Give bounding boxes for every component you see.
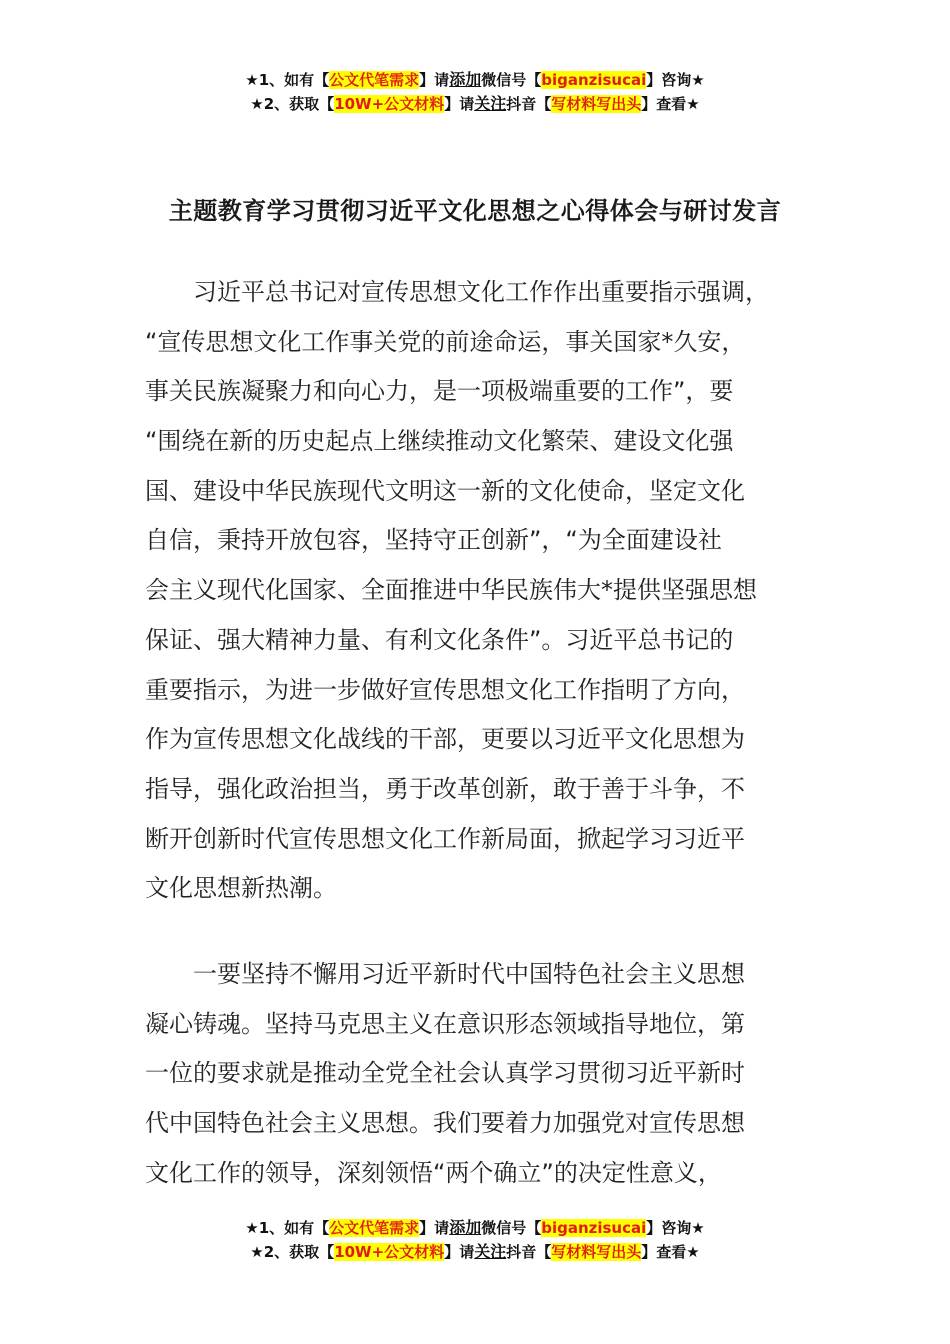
text-line: 凝心铸魂。坚持马克思主义在意识形态领域指导地位，第 xyxy=(145,1009,745,1038)
banner-text: 抖音【 xyxy=(506,95,552,113)
text-line: 国、建设中华民族现代文明这一新的文化使命，坚定文化 xyxy=(145,476,745,505)
banner-text: ★1、如有【 xyxy=(245,1219,330,1237)
paragraph-1 xyxy=(145,268,805,914)
banner-emphasis: 关注 xyxy=(474,94,507,113)
text-line: 重要指示，为进一步做好宣传思想文化工作指明了方向， xyxy=(145,675,745,704)
header-banner-line-1 xyxy=(0,68,950,92)
header-banner xyxy=(0,68,950,116)
banner-text: 】咨询★ xyxy=(646,1219,705,1237)
banner-text: ★2、获取【 xyxy=(250,1243,335,1261)
text-line: 自信，秉持开放包容，坚持守正创新”，“为全面建设社 xyxy=(145,526,722,555)
text-line: 一要坚持不懈用习近平新时代中国特色社会主义思想 xyxy=(145,960,745,988)
banner-text: 】请 xyxy=(419,71,450,89)
footer-banner-line-2 xyxy=(0,1240,950,1264)
footer-banner-line-1 xyxy=(0,1216,950,1240)
document-title: 主题教育学习贯彻习近平文化思想之心得体会与研讨发言 xyxy=(168,197,782,225)
banner-wechat-id: biganzisucai xyxy=(541,71,647,89)
banner-emphasis: 关注 xyxy=(474,1242,507,1261)
text-line: 代中国特色社会主义思想。我们要着力加强党对宣传思想 xyxy=(145,1109,745,1138)
banner-text: 】请 xyxy=(444,95,475,113)
banner-emphasis: 添加 xyxy=(449,1218,482,1237)
text-line: 文化思想新热潮。 xyxy=(145,874,337,903)
text-line: 文化工作的领导，深刻领悟“两个确立”的决定性意义， xyxy=(145,1158,722,1187)
banner-douyin-id: 写材料写出头 xyxy=(551,1243,642,1261)
banner-highlight: 10W+公文材料 xyxy=(334,1243,445,1261)
banner-text: 】查看★ xyxy=(641,1243,700,1261)
text-line: 一位的要求就是推动全党全社会认真学习贯彻习近平新时 xyxy=(145,1059,745,1088)
banner-emphasis: 添加 xyxy=(449,70,482,89)
banner-wechat-id: biganzisucai xyxy=(541,1219,647,1237)
text-line: 习近平总书记对宣传思想文化工作作出重要指示强调， xyxy=(145,278,769,306)
banner-douyin-id: 写材料写出头 xyxy=(551,95,642,113)
banner-text: ★1、如有【 xyxy=(245,71,330,89)
text-line: 事关民族凝聚力和向心力，是一项极端重要的工作”，要 xyxy=(145,377,734,406)
paragraph-2 xyxy=(145,950,805,1198)
banner-text: 】请 xyxy=(419,1219,450,1237)
text-line: “宣传思想文化工作事关党的前途命运，事关国家*久安， xyxy=(145,327,746,356)
text-line: 保证、强大精神力量、有利文化条件”。习近平总书记的 xyxy=(145,625,734,654)
banner-highlight: 10W+公文材料 xyxy=(334,95,445,113)
footer-banner xyxy=(0,1216,950,1264)
banner-text: 】咨询★ xyxy=(646,71,705,89)
text-line: 断开创新时代宣传思想文化工作新局面，掀起学习习近平 xyxy=(145,824,745,853)
banner-text: 】请 xyxy=(444,1243,475,1261)
text-line: 会主义现代化国家、全面推进中华民族伟大*提供坚强思想 xyxy=(145,576,757,605)
banner-highlight: 公文代笔需求 xyxy=(329,71,420,89)
banner-text: ★2、获取【 xyxy=(250,95,335,113)
banner-text: 】查看★ xyxy=(641,95,700,113)
text-line: 作为宣传思想文化战线的干部，更要以习近平文化思想为 xyxy=(145,725,745,754)
banner-text: 微信号【 xyxy=(481,71,542,89)
banner-text: 抖音【 xyxy=(506,1243,552,1261)
banner-text: 微信号【 xyxy=(481,1219,542,1237)
header-banner-line-2 xyxy=(0,92,950,116)
text-line: “围绕在新的历史起点上继续推动文化繁荣、建设文化强 xyxy=(145,427,734,456)
banner-highlight: 公文代笔需求 xyxy=(329,1219,420,1237)
text-line: 指导，强化政治担当，勇于改革创新，敢于善于斗争，不 xyxy=(145,774,745,803)
